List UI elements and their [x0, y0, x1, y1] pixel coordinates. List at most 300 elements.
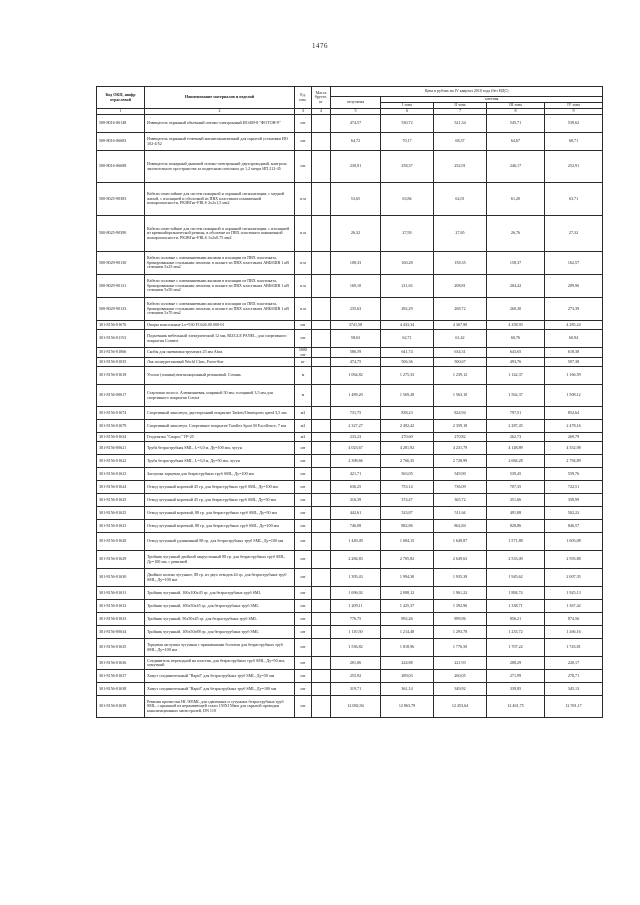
- row-price-zone-1: 506,36: [381, 358, 434, 367]
- row-release-price: 58,63: [331, 330, 381, 348]
- row-price-zone-1: 211,63: [381, 275, 434, 298]
- row-unit: шт: [295, 455, 312, 468]
- row-mass: [312, 639, 331, 657]
- row-release-price: 474,75: [331, 358, 381, 367]
- row-release-price: 636,25: [331, 481, 381, 494]
- table-row: [97, 587, 603, 600]
- table-row: [97, 507, 603, 520]
- row-unit: м2: [295, 433, 312, 442]
- row-code: 500-8029-90130: [97, 252, 145, 275]
- row-release-price: 776,75: [331, 613, 381, 626]
- row-release-price: 53,65: [331, 183, 381, 216]
- row-price-zone-3: 271,99: [487, 670, 545, 683]
- row-price-zone-3: 12 461,75: [487, 696, 545, 718]
- row-price-zone-2: 365,72: [434, 494, 487, 507]
- row-price-zone-1: 12 863,79: [381, 696, 434, 718]
- col-header-zone-4: IV зона: [545, 103, 603, 109]
- row-mass: [312, 520, 331, 533]
- row-price-zone-2: 221,93: [434, 657, 487, 670]
- row-price-zone-2: 62,01: [434, 183, 487, 216]
- row-name: Кабели силовые с алюминиевыми жилами в изоляции из ПВХ пластиката, бронированные стальными лентами, в шланге из ПВХ пластиката АВБбШВ 1 кВ сечением 5х25 мм2: [145, 252, 295, 275]
- row-name: Кабели огнестойкие для систем пожарной и охранной сигнализации, с изоляцией из кремнийорганической резины, в оболочке из ПВХ пластиката пониженной пожароопасности, РКЗВГнг-FRLS 1х2х0,75 мм2: [145, 216, 295, 252]
- row-mass: [312, 600, 331, 613]
- row-price-zone-3: 2 287,45: [487, 420, 545, 433]
- row-unit: шт: [295, 587, 312, 600]
- col-header-zone-2: II зона: [434, 103, 487, 109]
- row-name: Спортивный линолеум, двусторонний покрытие Tarkett/Omnisports speed 3,5 мм: [145, 407, 295, 420]
- row-release-price: 1 536,82: [331, 639, 381, 657]
- row-price-zone-2: 899,96: [434, 613, 487, 626]
- row-name: Тройник чугунный, 100х100х45 гр. для безраструбных труб SML: [145, 587, 295, 600]
- row-mass: [312, 533, 331, 551]
- row-release-price: 1 395,43: [331, 569, 381, 587]
- row-name: Хомут соединительный "Rapid" для безраструбных труб SML, Ду=50 мм: [145, 670, 295, 683]
- row-price-zone-4: 618,38: [545, 348, 603, 358]
- row-price-zone-1: 2 008,12: [381, 587, 434, 600]
- row-price-zone-1: 838,23: [381, 407, 434, 420]
- row-unit: шт: [295, 151, 312, 183]
- row-price-zone-3: 491,88: [487, 507, 545, 520]
- table-row: [97, 330, 603, 348]
- row-release-price: 421,71: [331, 468, 381, 481]
- row-price-zone-4: 358,99: [545, 494, 603, 507]
- row-price-zone-4: 1 925,13: [545, 587, 603, 600]
- row-price-zone-2: 349,92: [434, 683, 487, 696]
- table-row: [97, 407, 603, 420]
- row-code: 301-8156-01622: [97, 455, 145, 468]
- row-unit: м: [295, 367, 312, 385]
- row-price-zone-4: 1 603,08: [545, 533, 603, 551]
- row-price-zone-2: 1 961,22: [434, 587, 487, 600]
- table-row: [97, 569, 603, 587]
- row-price-zone-4: 852,64: [545, 407, 603, 420]
- row-release-price: 442,61: [331, 507, 381, 520]
- row-price-zone-3: 4 148,89: [487, 442, 545, 455]
- row-release-price: 108,33: [331, 252, 381, 275]
- row-price-zone-3: 539,45: [487, 468, 545, 481]
- row-name: Отвод чугунный короткий 45 гр. для безраструбных труб SML, Ду=50 мм: [145, 494, 295, 507]
- row-code: 500-8016-06683: [97, 133, 145, 151]
- row-price-zone-4: 27,32: [545, 216, 603, 252]
- col-header-code: Код ОКП, шифр отраслевой: [97, 87, 145, 109]
- row-price-zone-2: 2 649,63: [434, 551, 487, 569]
- row-name: Подъемник мебельный электрический 12 мм, RIZGLE PANEL, для спортивного покрытия Connect: [145, 330, 295, 348]
- row-mass: [312, 216, 331, 252]
- row-mass: [312, 587, 331, 600]
- row-unit: шт: [295, 639, 312, 657]
- row-price-zone-3: 1 945,62: [487, 569, 545, 587]
- col-index: 6: [381, 109, 434, 115]
- row-name: Кабели огнестойкие для систем пожарной и охранной сигнализации, с медной жилой, с изоляцией и оболочкой из ПВХ пластиката пониженной пожароопасности, РКЗВГнг-FRLS 2х2х1,5 мм2: [145, 183, 295, 216]
- col-index: 2: [145, 109, 295, 115]
- row-price-zone-3: 260,30: [487, 298, 545, 321]
- row-name: Уголок (планки) вентиляционный резиновый. Сочинь: [145, 367, 295, 385]
- row-unit: шт: [295, 533, 312, 551]
- row-name: Тройник чугунный, 50х50х45 гр. для безраструбных труб SML: [145, 613, 295, 626]
- table-row: [97, 696, 603, 718]
- row-price-zone-1: 258,37: [381, 151, 434, 183]
- table-row: [97, 151, 603, 183]
- row-price-zone-3: 208,29: [487, 657, 545, 670]
- row-price-zone-4: 162,57: [545, 252, 603, 275]
- col-index: 1: [97, 109, 145, 115]
- row-name: Опоры консольные Lx=530 FC626.00.000-01: [145, 321, 295, 330]
- row-release-price: 12 082,94: [331, 696, 381, 718]
- row-release-price: 3741,58: [331, 321, 381, 330]
- col-header-unit: Ед. изм.: [295, 87, 312, 109]
- row-code: 301-8156-01625: [97, 494, 145, 507]
- row-price-zone-4: 1 508,12: [545, 385, 603, 407]
- row-code: 301-8156-01634: [97, 433, 145, 442]
- row-price-zone-3: 61,20: [487, 183, 545, 216]
- row-name: Спортивный линолеум. Спортивное покрытие Taraflex Sport M Excellence, 7 мм: [145, 420, 295, 433]
- row-price-zone-4: 63,71: [545, 183, 603, 216]
- row-release-price: 2 284,83: [331, 551, 381, 569]
- row-price-zone-3: 4 258,93: [487, 321, 545, 330]
- row-code: 301-8156-01630: [97, 569, 145, 587]
- row-code: 301-8156-01631: [97, 587, 145, 600]
- row-price-zone-1: 2 705,82: [381, 551, 434, 569]
- row-unit: шт: [295, 133, 312, 151]
- row-unit: шт: [295, 520, 312, 533]
- row-price-zone-2: 68,37: [434, 133, 487, 151]
- col-header-release: отпускная: [331, 97, 381, 109]
- row-release-price: 1 696,02: [331, 587, 381, 600]
- table-row: [97, 494, 603, 507]
- row-price-zone-2: 824,94: [434, 407, 487, 420]
- table-row: [97, 115, 603, 133]
- row-price-zone-2: 2 728,99: [434, 455, 487, 468]
- row-name: Соединитель переходной на пластик, для безраструбных труб SML, Ду=50 мм, хомутный: [145, 657, 295, 670]
- row-price-zone-4: 60,94: [545, 330, 603, 348]
- table-row: [97, 298, 603, 321]
- row-price-zone-4: 874,56: [545, 613, 603, 626]
- table-row: [97, 670, 603, 683]
- row-price-zone-2: 736,09: [434, 481, 487, 494]
- row-price-zone-2: 208,81: [434, 275, 487, 298]
- row-price-zone-2: 1 563,10: [434, 385, 487, 407]
- row-price-zone-2: 1 776,50: [434, 639, 487, 657]
- row-price-zone-1: 1 275,33: [381, 367, 434, 385]
- row-price-zone-2: 270,82: [434, 433, 487, 442]
- row-release-price: 731,75: [331, 407, 381, 420]
- row-unit: шт: [295, 626, 312, 639]
- row-code: 500-8029-90133: [97, 298, 145, 321]
- table-row: [97, 683, 603, 696]
- col-index: 4: [312, 109, 331, 115]
- table-row: [97, 216, 603, 252]
- row-code: 301-8156-01632: [97, 600, 145, 613]
- row-price-zone-3: 339,85: [487, 683, 545, 696]
- row-price-zone-4: 68,71: [545, 133, 603, 151]
- row-price-zone-3: 643,65: [487, 348, 545, 358]
- row-mass: [312, 696, 331, 718]
- row-name: Извещатель пожарный дымовой оптико-электронный двухпроводный, контроль запотолочного пространства за подвесным потолком до 1,2 метра ИП 212-45: [145, 151, 295, 183]
- row-name: Извещатель охранный объемный оптико-электронный ИО409-8 "ФОТОН-9": [145, 115, 295, 133]
- row-name: Двойное колено чугунное, 88 гр. из двух отводов 44 гр. для безраструбных труб SML, Ду=100 мм: [145, 569, 295, 587]
- row-price-zone-3: 2 684,28: [487, 455, 545, 468]
- row-name: Кабели силовые с алюминиевыми жилами в изоляции из ПВХ пластиката, бронированные стальными лентами, в шланге из ПВХ пластиката АВБбШВ 1 кВ сечением 5х70 мм2: [145, 298, 295, 321]
- row-price-zone-2: 4 367,90: [434, 321, 487, 330]
- row-price-zone-3: 60,76: [487, 330, 545, 348]
- row-name: Стартовая полоса. Алюминиевая, шириной 50 мм, толщиной 3,5 мм для спортивного покрытия Conica: [145, 385, 295, 407]
- row-price-zone-3: 856,21: [487, 613, 545, 626]
- table-row: [97, 551, 603, 569]
- row-name: Геодезятка "Сварос" ТР-25: [145, 433, 295, 442]
- row-price-zone-1: 27,93: [381, 216, 434, 252]
- row-name: Тройник чугунный, 100х50х45 гр. для безраструбных труб SML: [145, 600, 295, 613]
- row-price-zone-1: 224,88: [381, 657, 434, 670]
- row-release-price: 169,10: [331, 275, 381, 298]
- table-row: [97, 639, 603, 657]
- row-mass: [312, 551, 331, 569]
- row-price-zone-4: 559,76: [545, 468, 603, 481]
- row-price-zone-1: 1 214,48: [381, 626, 434, 639]
- row-price-zone-3: 1 707,22: [487, 639, 545, 657]
- table-row: [97, 613, 603, 626]
- row-price-zone-3: 262,73: [487, 433, 545, 442]
- row-unit: п.м: [295, 216, 312, 252]
- row-name: Лак полиуретановый World Class, Form-Star: [145, 358, 295, 367]
- col-index: 7: [434, 109, 487, 115]
- page-number: 1476: [312, 42, 328, 50]
- row-price-zone-4: 345,13: [545, 683, 603, 696]
- row-release-price: 1 110,50: [331, 626, 381, 639]
- row-name: Отвод чугунный короткий 45 гр. для безраструбных труб SML, Ду=100 мм: [145, 481, 295, 494]
- table-row: [97, 468, 603, 481]
- row-mass: [312, 367, 331, 385]
- row-release-price: 1 209,11: [331, 600, 381, 613]
- table-row: [97, 481, 603, 494]
- row-price-zone-4: 2 478,16: [545, 420, 603, 433]
- table-row: [97, 275, 603, 298]
- row-price-zone-2: 158,35: [434, 252, 487, 275]
- row-code: 301-8156-01035: [97, 358, 145, 367]
- col-header-name: Наименование материалов и изделий: [145, 87, 295, 109]
- col-header-zone-1: I зона: [381, 103, 434, 109]
- row-name: Труба безраструбная SML, L=3,0 м, Ду=50 мм, чугун: [145, 455, 295, 468]
- table-row: [97, 252, 603, 275]
- row-unit: шт: [295, 115, 312, 133]
- row-name: Кабели силовые с алюминиевыми жилами в изоляции из ПВХ пластиката, бронированные стальными лентами, в шланге из ПВХ пластиката АВБбШВ 1 кВ сечением 5х50 мм2: [145, 275, 295, 298]
- row-price-zone-3: 1 338,71: [487, 600, 545, 613]
- row-price-zone-1: 2 492,42: [381, 420, 434, 433]
- table-row: [97, 385, 603, 407]
- row-release-price: 746,08: [331, 520, 381, 533]
- row-price-zone-4: 269,79: [545, 433, 603, 442]
- row-price-zone-2: 1 392,96: [434, 600, 487, 613]
- row-price-zone-1: 530,72: [381, 115, 434, 133]
- row-code: 500-8025-90390: [97, 216, 145, 252]
- row-release-price: 319,71: [331, 683, 381, 696]
- col-header-estimate: сметная: [381, 97, 603, 103]
- row-name: Торцевая заглушка чугунная с прижимными болтами для безраструбных труб SML, Ду=100 мм: [145, 639, 295, 657]
- row-unit: шт: [295, 670, 312, 683]
- row-mass: [312, 348, 331, 358]
- row-release-price: 2 327,27: [331, 420, 381, 433]
- row-release-price: 64,72: [331, 133, 381, 151]
- row-release-price: 2 398,66: [331, 455, 381, 468]
- table-row: [97, 133, 603, 151]
- row-price-zone-2: 2 359,18: [434, 420, 487, 433]
- row-price-zone-3: 64,67: [487, 133, 545, 151]
- row-code: 500-8025-90383: [97, 183, 145, 216]
- table-row: [97, 183, 603, 216]
- row-name: Заглушка торцевая для безраструбных труб SML, Ду=100 мм: [145, 468, 295, 481]
- row-unit: шт: [295, 613, 312, 626]
- row-price-zone-4: 220,17: [545, 657, 603, 670]
- row-release-price: 4 023,67: [331, 442, 381, 455]
- row-code: 301-8156-00621: [97, 442, 145, 455]
- row-price-zone-4: 4 352,98: [545, 442, 603, 455]
- row-code: 301-8156-00634: [97, 626, 145, 639]
- row-price-zone-1: 289,03: [381, 670, 434, 683]
- row-mass: [312, 298, 331, 321]
- row-unit: шт: [295, 551, 312, 569]
- row-release-price: 26,32: [331, 216, 381, 252]
- row-price-zone-4: 2 007,35: [545, 569, 603, 587]
- row-mass: [312, 613, 331, 626]
- row-unit: шт: [295, 494, 312, 507]
- table-row: [97, 600, 603, 613]
- row-unit: п.м: [295, 183, 312, 216]
- row-unit: п.м: [295, 275, 312, 298]
- row-mass: [312, 252, 331, 275]
- row-price-zone-3: 545,71: [487, 115, 545, 133]
- col-index: 8: [487, 109, 545, 115]
- row-mass: [312, 407, 331, 420]
- row-price-zone-1: 282,29: [381, 298, 434, 321]
- row-name: Тройник чугунный двойной закругленный 88 гр. для безраструбных труб SML, Ду=100 мм, с ревизией: [145, 551, 295, 569]
- row-price-zone-4: 209,96: [545, 275, 603, 298]
- col-header-mass: Масса брутто, кг: [312, 87, 331, 109]
- row-price-zone-3: 1 142,37: [487, 367, 545, 385]
- row-price-zone-1: 1 569,28: [381, 385, 434, 407]
- row-price-zone-4: 846,57: [545, 520, 603, 533]
- row-release-price: 235,63: [331, 298, 381, 321]
- row-mass: [312, 151, 331, 183]
- row-name: Скобы для пневмоинструмента 25 мм Abaz: [145, 348, 295, 358]
- row-code: 301-8156-01637: [97, 670, 145, 683]
- row-name: Отвод чугунный короткий, 88 гр. для безраструбных труб SML, Ду=100 мм: [145, 520, 295, 533]
- row-price-zone-2: 1 293,78: [434, 626, 487, 639]
- row-code: 301-8156-01635: [97, 639, 145, 657]
- row-unit: шт: [295, 330, 312, 348]
- row-price-zone-4: 273,39: [545, 298, 603, 321]
- row-unit: шт: [295, 481, 312, 494]
- row-price-zone-1: 1 684,15: [381, 533, 434, 551]
- row-mass: [312, 569, 331, 587]
- row-price-zone-4: 1 166,59: [545, 367, 603, 385]
- row-unit: шт: [295, 569, 312, 587]
- row-price-zone-2: 862,84: [434, 520, 487, 533]
- row-price-zone-1: 2 766,35: [381, 455, 434, 468]
- row-price-zone-1: 882,86: [381, 520, 434, 533]
- row-name: Отвод чугунный удлиненный 88 гр. для безраструбных труб SML, Ду=100 мм: [145, 533, 295, 551]
- row-price-zone-2: 12 453,64: [434, 696, 487, 718]
- row-release-price: 586,59: [331, 348, 381, 358]
- table-row: [97, 420, 603, 433]
- row-price-zone-1: 361,14: [381, 683, 434, 696]
- row-unit: п.м: [295, 298, 312, 321]
- row-price-zone-2: 252,91: [434, 151, 487, 183]
- row-mass: [312, 183, 331, 216]
- table-row: [97, 321, 603, 330]
- row-code: 301-8156-01633: [97, 613, 145, 626]
- row-price-zone-3: 797,51: [487, 407, 545, 420]
- row-unit: м2: [295, 420, 312, 433]
- row-price-zone-2: 500,67: [434, 358, 487, 367]
- row-mass: [312, 481, 331, 494]
- row-mass: [312, 683, 331, 696]
- row-price-zone-1: 1 425,37: [381, 600, 434, 613]
- row-unit: шт: [295, 507, 312, 520]
- row-price-zone-3: 1 884,74: [487, 587, 545, 600]
- price-table: [96, 86, 603, 718]
- row-code: 301-8156-01623: [97, 520, 145, 533]
- row-price-zone-1: 641,74: [381, 348, 434, 358]
- row-price-zone-3: 351,66: [487, 494, 545, 507]
- table-row: [97, 520, 603, 533]
- row-price-zone-3: 1 571,88: [487, 533, 545, 551]
- row-price-zone-1: 4 433,34: [381, 321, 434, 330]
- row-mass: [312, 115, 331, 133]
- table-row: [97, 657, 603, 670]
- row-release-price: 233,23: [331, 433, 381, 442]
- row-name: Хомут соединительный "Rapid" для безраструбных труб SML, Ду=100 мм: [145, 683, 295, 696]
- row-price-zone-4: 278,71: [545, 670, 603, 683]
- row-price-zone-3: 493,76: [487, 358, 545, 367]
- row-release-price: 1 449,49: [331, 533, 381, 551]
- row-price-zone-4: 1 266,16: [545, 626, 603, 639]
- table-row: [97, 358, 603, 367]
- table-row: [97, 442, 603, 455]
- row-mass: [312, 275, 331, 298]
- row-unit: шт: [295, 657, 312, 670]
- row-price-zone-3: 158,37: [487, 252, 545, 275]
- row-price-zone-2: 260,05: [434, 670, 487, 683]
- row-price-zone-2: 27,65: [434, 216, 487, 252]
- row-price-zone-3: 26,76: [487, 216, 545, 252]
- row-name: Тройник чугунный, 100х50х88 гр. для безраструбных труб SML: [145, 626, 295, 639]
- row-price-zone-2: 634,31: [434, 348, 487, 358]
- row-code: 500-8016-06688: [97, 151, 145, 183]
- row-name: Труба безраструбная SML, L=3,0 м, Ду=100 мм, чугун: [145, 442, 295, 455]
- row-release-price: 1 489,20: [331, 385, 381, 407]
- row-code: 301-8156-01639: [97, 696, 145, 718]
- row-price-zone-4: 12 591,17: [545, 696, 603, 718]
- row-mass: [312, 455, 331, 468]
- row-mass: [312, 321, 331, 330]
- row-code: 301-8156-01679: [97, 420, 145, 433]
- row-price-zone-3: 1 233,72: [487, 626, 545, 639]
- row-price-zone-3: 246,17: [487, 151, 545, 183]
- row-mass: [312, 358, 331, 367]
- row-code: 500-8016-06148: [97, 115, 145, 133]
- row-price-zone-1: 1 818,96: [381, 639, 434, 657]
- row-price-zone-2: 268,72: [434, 298, 487, 321]
- row-release-price: 316,39: [331, 494, 381, 507]
- row-unit: м2: [295, 407, 312, 420]
- col-header-price: Цена в рублях на IV квартал 2010 года (без НДС): [331, 87, 603, 97]
- row-price-zone-1: 270,60: [381, 433, 434, 442]
- row-unit: 5000 шт: [295, 348, 312, 358]
- row-price-zone-1: 62,71: [381, 330, 434, 348]
- row-unit: шт: [295, 696, 312, 718]
- row-price-zone-4: 502,22: [545, 507, 603, 520]
- row-price-zone-1: 563,05: [381, 468, 434, 481]
- row-unit: п.м: [295, 252, 312, 275]
